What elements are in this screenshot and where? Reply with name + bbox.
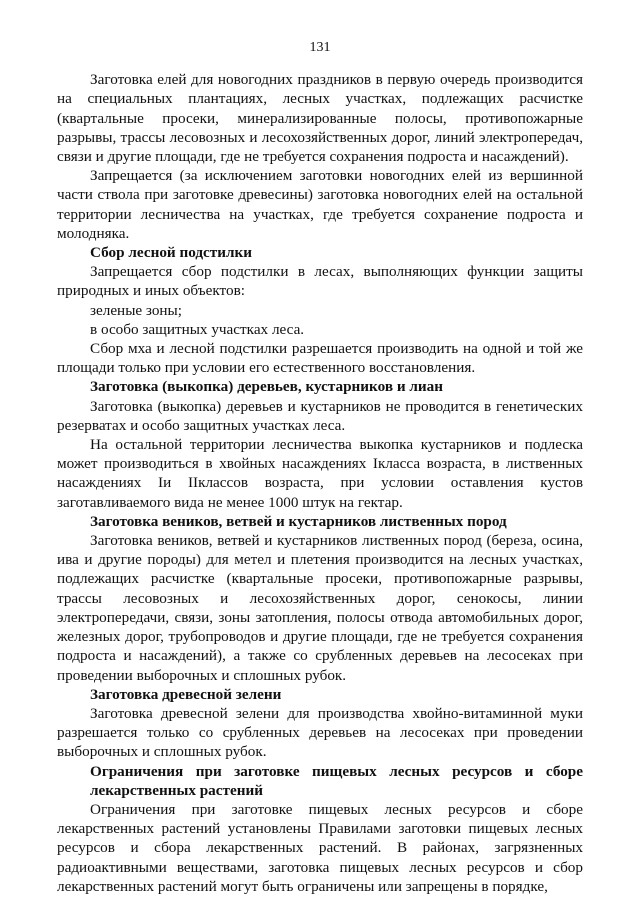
section-heading: Заготовка (выкопка) деревьев, кустарников и лиан xyxy=(90,378,443,396)
list-item: зеленые зоны; xyxy=(90,301,182,319)
list-item: в особо защитных участках леса. xyxy=(90,320,305,338)
paragraph: На остальной территории лесничества выкопка кустарников и подлеска может производиться в хвойных насаждениях Iкласса возраста, в лиственных насаждениях Iи IIклассов возраста, при условии оставления кустов заготавливаемого вида не менее 1000 штук на гектар. xyxy=(57,436,583,511)
paragraph: Запрещается (за исключением заготовки новогодних елей из вершинной части ствола при заготовке древесины) заготовка новогодних елей на остальной территории лесничества на участках, где требуется сохранение подроста и молодняка. xyxy=(57,167,583,242)
paragraph: Запрещается сбор подстилки в лесах, выполняющих функции защиты природных и иных объектов: xyxy=(57,263,583,300)
paragraph: Заготовка веников, ветвей и кустарников лиственных пород (береза, осина, ива и другие породы) для метел и плетения производится на лесных участках, подлежащих расчистке (квартальные просеки, противопожарные разрывы, трассы лесовозных и лесохозяйственных дорог, сенокосы, линии электропередачи, связи, зоны затопления, полосы отвода автомобильных дорог, железных дорог, трубопроводов и другие площади, где не требуется сохранения подроста и насаждений), а также со срубленных деревьев на лесосеках при проведении выборочных и сплошных рубок. xyxy=(57,532,583,684)
section-heading: Заготовка веников, ветвей и кустарников лиственных пород xyxy=(90,512,507,530)
section-heading: Сбор лесной подстилки xyxy=(90,244,253,262)
paragraph: Заготовка (выкопка) деревьев и кустарников не проводится в генетических резерватах и особо защитных участках леса. xyxy=(57,397,583,434)
paragraph: Заготовка елей для новогодних праздников в первую очередь производится на специальных плантациях, лесных участках, подлежащих расчистке (квартальные просеки, минерализированные полосы, противопожарные разрывы, трассы лесовозных и лесохозяйственных дорог, линий электропередач, связи и другие площади, где не требуется сохранения подроста и насаждений). xyxy=(57,71,583,166)
paragraph: Ограничения при заготовке пищевых лесных ресурсов и сборе лекарственных растений установлены Правилами заготовки пищевых лесных ресурсов и сбора лекарственных растений. В районах, загрязненных радиоактивными веществами, заготовка пищевых лесных ресурсов и сбор лекарственных растений могут быть ограничены или запрещены в порядке, xyxy=(57,800,583,895)
paragraph: Заготовка древесной зелени для производства хвойно-витаминной муки разрешается только со срубленных деревьев на лесосеках при проведении выборочных и сплошных рубок. xyxy=(57,704,583,761)
paragraph: Сбор мха и лесной подстилки разрешается производить на одной и той же площади только при условии его естественного восстановления. xyxy=(57,340,583,377)
section-heading: Ограничения при заготовке пищевых лесных ресурсов и сборе лекарственных растений xyxy=(90,762,583,799)
section-heading: Заготовка древесной зелени xyxy=(90,685,282,703)
page-number: 131 xyxy=(309,40,331,55)
